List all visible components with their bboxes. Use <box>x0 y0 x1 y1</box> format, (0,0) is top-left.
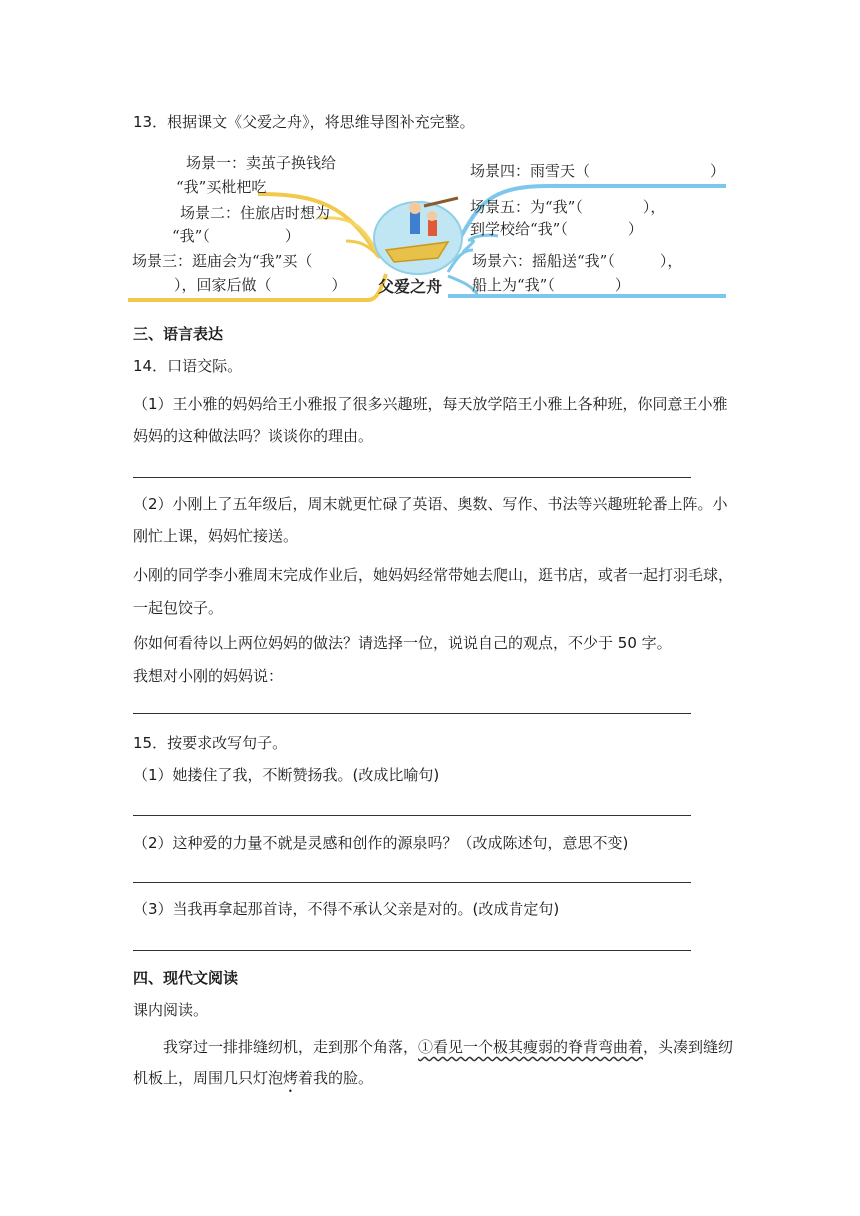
q13-prompt: 13．根据课文《父爱之舟》，将思维导图补充完整。 <box>133 113 475 131</box>
reading-paragraph-line2 <box>133 1068 373 1096</box>
reading-text: 我穿过一排排缝纫机，走到那个角落， <box>163 1038 419 1056</box>
mindmap-scene2-line1: 场景二：住旅店时想为 <box>180 204 331 222</box>
section4-title: 四、现代文阅读 <box>133 969 239 987</box>
reading-paragraph-line1 <box>163 1037 733 1057</box>
q14-p5: 我想对小刚的妈妈说： <box>133 667 284 685</box>
answer-line[interactable] <box>133 713 691 714</box>
q15-s1: （1）她搂住了我，不断赞扬我。(改成比喻句) <box>133 766 440 784</box>
q15-label: 15．按要求改写句子。 <box>133 734 288 752</box>
q14-p1-line2: 妈妈的这种做法吗？谈谈你的理由。 <box>133 427 374 445</box>
answer-line[interactable] <box>133 477 691 478</box>
mindmap-scene2-line2: “我”（ ） <box>172 227 300 245</box>
answer-line[interactable] <box>133 950 691 951</box>
mindmap-scene3-line2: ），回家后做（ ） <box>174 276 347 294</box>
mind-map <box>128 146 728 302</box>
reading-text: 机板上，周围几只灯泡 <box>133 1069 284 1087</box>
q15-s3: （3）当我再拿起那首诗，不得不承认父亲是对的。(改成肯定句) <box>133 900 560 918</box>
reading-emphasis-dot: 烤 <box>283 1069 299 1087</box>
q14-p2-line1: （2）小刚上了五年级后，周末就更忙碌了英语、奥数、写作、书法等兴趣班轮番上阵。小 <box>133 495 728 513</box>
figure-icon <box>410 212 420 234</box>
q14-p2-line2: 刚忙上课，妈妈忙接送。 <box>133 527 299 545</box>
answer-line[interactable] <box>133 815 691 816</box>
q14-p3-line2: 一起包饺子。 <box>133 599 224 617</box>
mindmap-scene6-line2: 船上为“我”（ ） <box>472 276 630 294</box>
q14-p1-line1: （1）王小雅的妈妈给王小雅报了很多兴趣班，每天放学陪王小雅上各种班，你同意王小雅 <box>133 395 728 413</box>
reading-text: 着我的脸。 <box>298 1069 374 1087</box>
mindmap-scene5-line1: 场景五：为“我”（ ）， <box>470 198 666 216</box>
answer-line[interactable] <box>133 882 691 883</box>
reading-label: 课内阅读。 <box>133 1001 209 1019</box>
mindmap-scene3-line1: 场景三：逛庙会为“我”买（ <box>132 252 313 270</box>
mindmap-scene5-line2: 到学校给“我”（ ） <box>470 220 643 238</box>
q15-s2: （2）这种爱的力量不就是灵感和创作的源泉吗？（改成陈述句，意思不变) <box>133 834 629 852</box>
mindmap-scene6-line1: 场景六：摇船送“我”（ ）， <box>472 252 683 270</box>
q14-p3-line1: 小刚的同学李小雅周末完成作业后，她妈妈经常带她去爬山，逛书店，或者一起打羽毛球， <box>133 566 734 584</box>
reading-wavy-underline: ①看见一个极其瘦弱的脊背弯曲着 <box>418 1038 644 1056</box>
reading-text: ，头凑到缝纫 <box>643 1038 734 1056</box>
q14-label: 14．口语交际。 <box>133 357 243 375</box>
mindmap-scene1-line1: 场景一：卖茧子换钱给 <box>186 154 337 172</box>
q14-p4: 你如何看待以上两位妈妈的做法？请选择一位，说说自己的观点，不少于 50 字。 <box>133 634 672 652</box>
section3-title: 三、语言表达 <box>133 325 224 343</box>
mindmap-center-title: 父爱之舟 <box>378 277 443 296</box>
mindmap-scene4: 场景四：雨雪天（ ） <box>470 162 726 180</box>
mindmap-scene1-line2: “我”买枇杷吃 <box>176 178 267 196</box>
